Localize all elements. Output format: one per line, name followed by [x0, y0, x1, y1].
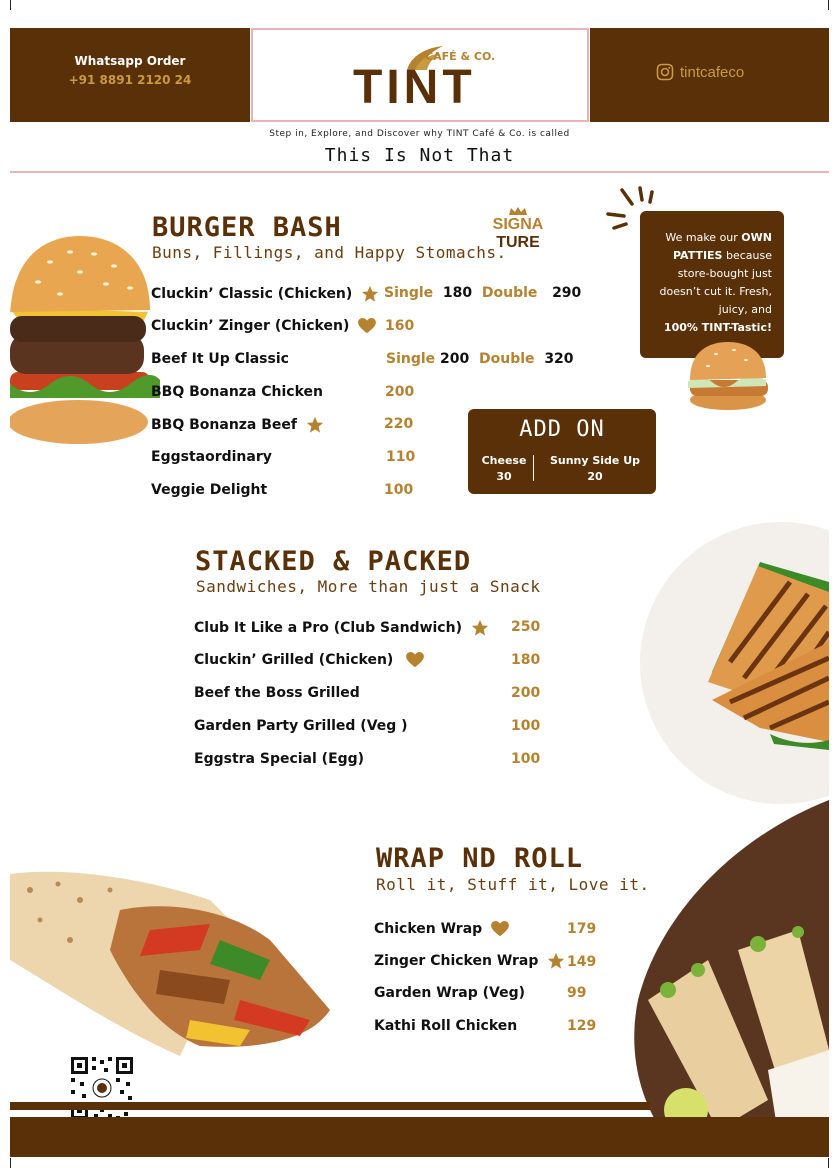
- add-on-sunny-side-up: [540, 453, 650, 485]
- add-on-name: Cheese: [481, 454, 527, 467]
- whatsapp-number[interactable]: +91 8891 2120 24: [68, 73, 192, 87]
- item-name: Garden Wrap (Veg): [374, 985, 526, 1001]
- star-icon: [471, 619, 489, 637]
- burger-subtitle: Buns, Fillings, and Happy Stomachs.: [152, 243, 507, 262]
- brand-name: TINT: [353, 61, 476, 114]
- star-icon: [547, 952, 565, 970]
- item-name: Eggstra Special (Egg): [194, 751, 365, 767]
- burger-price-2: [385, 318, 414, 334]
- item-price: 110: [386, 449, 416, 465]
- wrap-price-2: [567, 954, 596, 970]
- sandwich-subtitle: Sandwiches, More than just a Snack: [196, 577, 541, 596]
- item-name: BBQ Bonanza Chicken: [151, 384, 323, 400]
- star-icon: [361, 285, 379, 303]
- item-price: 179: [567, 921, 597, 937]
- signature-top: SIGNA: [492, 216, 544, 233]
- tagline-main: This Is Not That: [324, 145, 515, 166]
- instagram-handle: tintcafeco: [680, 63, 745, 81]
- kathi-roll-image: [628, 800, 829, 1140]
- item-price: 149: [567, 954, 597, 970]
- crop-mark-tr: [828, 0, 838, 10]
- sandwich-title: STACKED & PACKED: [195, 546, 472, 577]
- single-label: Single: [386, 351, 436, 367]
- wrap-title: WRAP ND ROLL: [376, 843, 584, 874]
- burger-price-3: [386, 351, 574, 367]
- instagram-link[interactable]: [656, 63, 744, 81]
- sandwich-price-4: [511, 718, 540, 734]
- item-price: 180: [511, 652, 541, 668]
- item-price: 220: [384, 416, 414, 432]
- note-bold: 100% TINT-Tastic!: [663, 321, 772, 334]
- logo-panel: [251, 28, 589, 122]
- item-name: Garden Party Grilled (Veg ): [194, 718, 408, 734]
- wrap-subtitle: Roll it, Stuff it, Love it.: [376, 875, 650, 894]
- sandwich-item-5: [194, 751, 364, 767]
- item-name: Zinger Chicken Wrap: [374, 953, 539, 969]
- heart-icon: [491, 921, 509, 937]
- burger-price-4: [385, 384, 414, 400]
- double-price: 290: [552, 285, 582, 301]
- crop-mark-br: [828, 1158, 838, 1168]
- footer-bar: [10, 1117, 829, 1157]
- sandwich-price-2: [511, 652, 540, 668]
- qr-code[interactable]: [68, 1054, 136, 1122]
- add-on-name: Sunny Side Up: [549, 454, 641, 467]
- item-name: Chicken Wrap: [374, 921, 483, 937]
- burger-item-3: [151, 351, 289, 367]
- sandwich-price-1: [511, 619, 540, 635]
- heart-icon: [358, 318, 376, 334]
- add-on-price: 30: [496, 470, 512, 483]
- tagline-band: [10, 123, 829, 173]
- wrap-image: [10, 870, 340, 1056]
- double-label: Double: [481, 285, 538, 301]
- wrap-price-4: [567, 1018, 596, 1034]
- item-price: 250: [511, 619, 541, 635]
- double-price: 320: [544, 351, 574, 367]
- burger-item-6: [151, 449, 272, 465]
- item-name: Eggstaordinary: [151, 449, 272, 465]
- sandwich-item-4: [194, 718, 408, 734]
- wrap-price-1: [567, 921, 596, 937]
- burger-item-2: [151, 318, 376, 334]
- wrap-price-3: [567, 985, 586, 1001]
- burger-item-1: [151, 285, 379, 303]
- item-price: 100: [511, 718, 541, 734]
- item-price: 129: [567, 1018, 597, 1034]
- signature-bottom: TURE: [496, 234, 540, 251]
- item-price: 200: [385, 384, 415, 400]
- crop-mark-tl: [10, 0, 20, 10]
- instagram-panel: [590, 28, 829, 122]
- item-name: Cluckin’ Grilled (Chicken): [194, 652, 394, 668]
- single-price: 200: [440, 351, 470, 367]
- brand-suffix: CAFÉ & CO.: [425, 50, 496, 63]
- tagline-intro: Step in, Explore, and Discover why TINT Café & Co. is called: [269, 129, 570, 139]
- wrap-item-4: [374, 1018, 517, 1034]
- double-label: Double: [479, 351, 535, 367]
- sandwich-price-5: [511, 751, 540, 767]
- crop-mark-bl: [10, 1158, 20, 1168]
- burger-item-7: [151, 482, 267, 498]
- patties-note: [640, 211, 784, 358]
- single-label: Single: [384, 285, 434, 301]
- item-name: Beef It Up Classic: [151, 351, 289, 367]
- item-price: 100: [384, 482, 414, 498]
- footer-stripe: [10, 1102, 650, 1110]
- item-name: Club It Like a Pro (Club Sandwich): [194, 620, 462, 636]
- item-price: 160: [385, 318, 415, 334]
- signature-badge: [487, 206, 549, 260]
- sandwich-image: [640, 522, 829, 804]
- star-icon: [306, 416, 324, 434]
- item-price: 200: [511, 685, 541, 701]
- item-name: Cluckin’ Zinger (Chicken): [151, 318, 350, 334]
- single-price: 180: [442, 285, 473, 301]
- wrap-item-3: [374, 985, 525, 1001]
- item-name: Cluckin’ Classic (Chicken): [151, 286, 353, 302]
- burger-image: [10, 232, 160, 446]
- burger-item-4: [151, 384, 323, 400]
- note-bold: PATTIES: [672, 249, 723, 262]
- burger-price-5: [384, 416, 413, 432]
- item-name: Beef the Boss Grilled: [194, 685, 360, 701]
- note-text: store-bought just: [677, 267, 772, 280]
- item-price: 100: [511, 751, 541, 767]
- add-on-box: [468, 409, 656, 494]
- item-name: Veggie Delight: [151, 482, 268, 498]
- note-bold: OWN: [741, 231, 772, 244]
- add-on-title: ADD ON: [519, 417, 605, 442]
- add-on-cheese: [476, 453, 532, 485]
- wrap-item-2: [374, 952, 565, 970]
- item-name: BBQ Bonanza Beef: [151, 417, 298, 433]
- item-price: 99: [567, 985, 587, 1001]
- sandwich-price-3: [511, 685, 540, 701]
- sandwich-item-2: [194, 652, 424, 668]
- note-text: because: [722, 249, 772, 262]
- item-name: Kathi Roll Chicken: [374, 1018, 518, 1034]
- sandwich-item-1: [194, 619, 489, 637]
- add-on-divider: [533, 455, 534, 481]
- burger-price-6: [386, 449, 415, 465]
- whatsapp-panel: [10, 28, 250, 122]
- burger-price-1: [384, 285, 581, 301]
- sandwich-item-3: [194, 685, 360, 701]
- crown-icon: [508, 206, 528, 216]
- burger-item-5: [151, 416, 324, 434]
- burger-title: BURGER BASH: [152, 212, 342, 243]
- heart-icon: [406, 652, 424, 668]
- note-text: juicy, and: [718, 303, 772, 316]
- whatsapp-label: Whatsapp Order: [74, 54, 186, 68]
- instagram-icon: [656, 63, 674, 81]
- note-text: We make our: [665, 231, 742, 244]
- chicken-burger-image: [686, 340, 770, 412]
- wrap-item-1: [374, 921, 509, 937]
- add-on-price: 20: [587, 470, 603, 483]
- note-text: doesn’t cut it. Fresh,: [659, 285, 772, 298]
- burger-price-7: [384, 482, 413, 498]
